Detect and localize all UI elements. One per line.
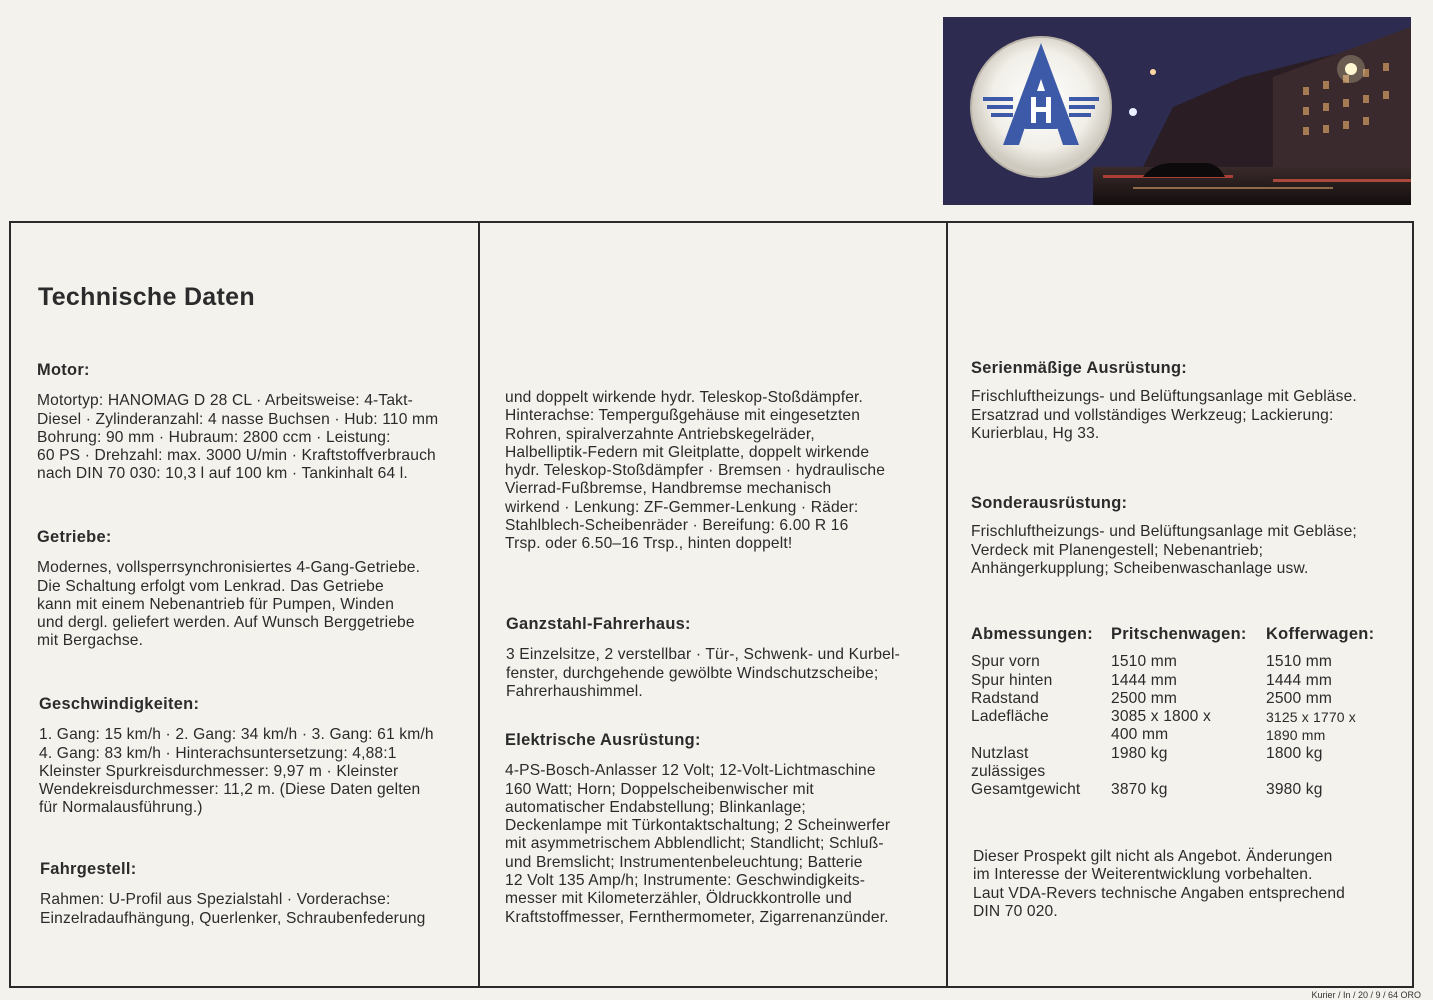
table-row	[971, 745, 1396, 782]
motor-heading: Motor:	[37, 361, 90, 379]
dim-value: 3980 kg	[1266, 781, 1323, 799]
serie-section	[971, 359, 1403, 443]
fahrgestell-continued-text: und doppelt wirkende hydr. Teleskop-Stoßdämpfer. Hinterachse: Tempergußgehäuse mit eingesetzten Rohren, spiralverzahnte Antriebskegelräder, Halbelliptik-Federn mit Gleitplatte, doppelt wirkende hydr. Teleskop-Stoßdämpfer · Bremsen · hydraulische Vierrad-Fußbremse, Handbremse mechanisch wirkend · Lenkung: ZF-Gemmer-Lenkung · Räder: Stahlblech-Scheibenräder · Bereifung: 6.00 R 16 Trsp. oder 6.50–16 Trsp., hinten doppelt!	[505, 389, 886, 553]
geschwindigkeiten-heading: Geschwindigkeiten:	[39, 695, 200, 713]
dim-value: 3085 x 1800 x 400 mm	[1111, 708, 1211, 744]
sonder-section	[971, 494, 1403, 578]
dim-label: Gesamtgewicht	[971, 781, 1081, 799]
getriebe-section	[37, 528, 469, 651]
fahrgestell-continued	[505, 389, 937, 554]
dim-value: 3870 kg	[1111, 781, 1168, 799]
spec-frame	[9, 221, 1414, 988]
geschwindigkeiten-text: 1. Gang: 15 km/h · 2. Gang: 34 km/h · 3. Gang: 61 km/h 4. Gang: 83 km/h · Hinterachsuntersetzung: 4,88:1 Kleinster Spurkreisdurchmesser: 9,97 m · Kleinster Wendekreisdurchmesser: 11,2 m. (Diese Daten gelten für Normalausführung.)	[39, 726, 434, 817]
dim-value: 1980 kg	[1111, 744, 1168, 762]
dimensions-table	[971, 625, 1396, 800]
fahrgestell-section	[40, 860, 472, 928]
dimensions-header-row	[971, 625, 1396, 653]
disclaimer-text: Dieser Prospekt gilt nicht als Angebot. Änderungen im Interesse der Weiterentwicklung vorbehalten. Laut VDA-Revers technische Angaben entsprechend DIN 70 020.	[973, 848, 1346, 920]
column-divider	[946, 223, 948, 986]
fahrgestell-text: Rahmen: U-Profil aus Spezialstahl · Vorderachse: Einzelradaufhängung, Querlenker, Schraubenfederung	[40, 891, 426, 927]
elektrik-section	[505, 731, 937, 927]
sonder-heading: Sonderausrüstung:	[971, 494, 1128, 512]
dim-value: 1510 mm	[1266, 653, 1333, 671]
elektrik-heading: Elektrische Ausrüstung:	[505, 731, 701, 749]
print-code: Kurier / In / 20 / 9 / 64 ORO	[1311, 990, 1421, 1000]
dim-label: Spur hinten	[971, 671, 1053, 689]
getriebe-heading: Getriebe:	[37, 528, 112, 546]
dim-value: 2500 mm	[1266, 689, 1333, 707]
dim-label: Ladefläche	[971, 708, 1049, 726]
table-row	[971, 672, 1396, 690]
dim-value: 2500 mm	[1111, 689, 1178, 707]
dimensions-header: Kofferwagen:	[1266, 625, 1375, 643]
dimensions-header: Pritschenwagen:	[1111, 625, 1247, 643]
dimensions-header: Abmessungen:	[971, 625, 1093, 643]
elektrik-text: 4-PS-Bosch-Anlasser 12 Volt; 12-Volt-Lichtmaschine 160 Watt; Horn; Doppelscheibenwischer mit automatischer Endabstellung; Blinkanlage; Deckenlampe mit Türkontaktschaltung; 2 Scheinwerfer mit asymmetrischem Abblendlicht; Standlicht; Schluß- und Bremslicht; Instrumentenbeleuchtung; Batterie 12 Volt 135 Amp/h; Instrumente: Geschwindigkeits- messer mit Kilometerzähler, Öldruckkontrolle und Kraftstoffmesser, Fernthermometer, Zigarrenanzünder.	[505, 762, 891, 926]
fahrgestell-heading: Fahrgestell:	[40, 860, 137, 878]
table-row	[971, 708, 1396, 745]
table-row	[971, 781, 1396, 799]
table-row	[971, 653, 1396, 671]
column-divider	[478, 223, 480, 986]
dim-label: Nutzlast zulässiges	[971, 744, 1046, 781]
dim-value: 1444 mm	[1266, 671, 1333, 689]
serie-text: Frischluftheizungs- und Belüftungsanlage mit Gebläse. Ersatzrad und vollständiges Werkzeug; Lackierung: Kurierblau, Hg 33.	[971, 388, 1357, 442]
serie-heading: Serienmäßige Ausrüstung:	[971, 359, 1188, 377]
sonder-text: Frischluftheizungs- und Belüftungsanlage mit Gebläse; Verdeck mit Planengestell; Nebenantrieb; Anhängerkupplung; Scheibenwaschanlage usw.	[971, 523, 1357, 577]
dim-value: 3125 x 1770 x 1890 mm	[1266, 709, 1356, 744]
motor-text: Motortyp: HANOMAG D 28 CL · Arbeitsweise: 4-Takt- Diesel · Zylinderanzahl: 4 nasse Buchsen · Hub: 110 mm Bohrung: 90 mm · Hubraum: 2800 ccm · Leistung: 60 PS · Drehzahl: max. 3000 U/min · Kraftstoffverbrauch nach DIN 70 030: 10,3 l auf 100 km · Tankinhalt 64 l.	[37, 392, 439, 483]
page-title: Technische Daten	[38, 283, 255, 311]
dimensions-section	[971, 625, 1403, 800]
dim-value: 1510 mm	[1111, 653, 1178, 671]
dim-value: 1800 kg	[1266, 744, 1323, 762]
dim-value: 1444 mm	[1111, 671, 1178, 689]
getriebe-text: Modernes, vollsperrsynchronisiertes 4-Gang-Getriebe. Die Schaltung erfolgt vom Lenkrad. Das Getriebe kann mit einem Nebenantrieb für Pumpen, Winden und dergl. geliefert werden. Auf Wunsch Berggetriebe mit Bergachse.	[37, 559, 421, 650]
motor-section	[37, 361, 469, 484]
geschwindigkeiten-section	[39, 695, 471, 818]
dim-label: Spur vorn	[971, 653, 1040, 671]
hanomag-night-photo	[943, 17, 1411, 205]
disclaimer-section	[973, 848, 1405, 921]
fahrerhaus-heading: Ganzstahl-Fahrerhaus:	[506, 615, 691, 633]
fahrerhaus-section	[506, 615, 938, 701]
table-row	[971, 690, 1396, 708]
fahrerhaus-text: 3 Einzelsitze, 2 verstellbar · Tür-, Schwenk- und Kurbel- fenster, durchgehende gewölbte Windschutzscheibe; Fahrerhaushimmel.	[506, 646, 900, 700]
dim-label: Radstand	[971, 689, 1039, 707]
